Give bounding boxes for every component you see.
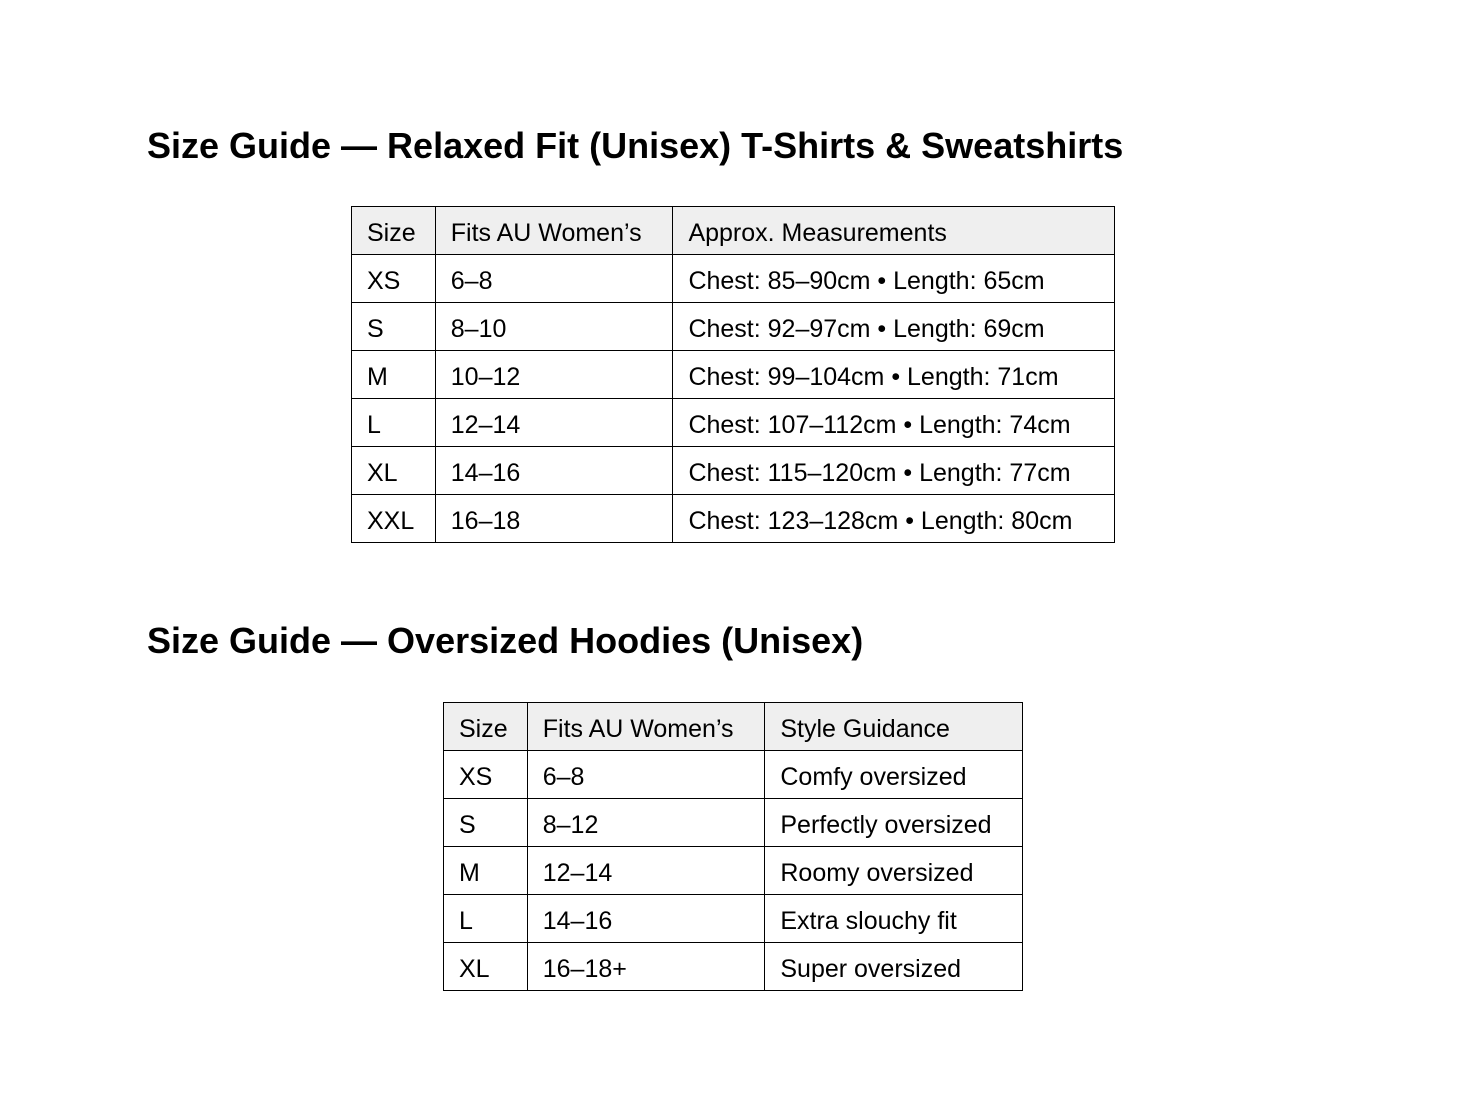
fits-au-womens-cell: 6–8 [435, 255, 673, 303]
column-header-size: Size [444, 703, 528, 751]
measurements-cell: Chest: 107–112cm • Length: 74cm [673, 399, 1115, 447]
size-cell: XL [444, 943, 528, 991]
fits-au-womens-cell: 12–14 [435, 399, 673, 447]
measurements-cell: Chest: 123–128cm • Length: 80cm [673, 495, 1115, 543]
measurements-cell: Chest: 115–120cm • Length: 77cm [673, 447, 1115, 495]
size-cell: M [444, 847, 528, 895]
fits-au-womens-cell: 16–18+ [527, 943, 765, 991]
measurements-cell: Chest: 92–97cm • Length: 69cm [673, 303, 1115, 351]
column-header-size: Size [352, 207, 436, 255]
column-header-approx-measurements: Approx. Measurements [673, 207, 1115, 255]
fits-au-womens-cell: 6–8 [527, 751, 765, 799]
table-row [352, 351, 1115, 399]
size-cell: XS [352, 255, 436, 303]
relaxed-fit-title: Size Guide — Relaxed Fit (Unisex) T-Shirts & Sweatshirts [147, 125, 1124, 166]
column-header-fits-au-womens: Fits AU Women’s [435, 207, 673, 255]
size-cell: L [352, 399, 436, 447]
fits-au-womens-cell: 14–16 [527, 895, 765, 943]
table-row [352, 399, 1115, 447]
table-row [444, 943, 1023, 991]
size-cell: XS [444, 751, 528, 799]
table-row [352, 495, 1115, 543]
table-row [444, 799, 1023, 847]
fits-au-womens-cell: 16–18 [435, 495, 673, 543]
size-cell: M [352, 351, 436, 399]
fits-au-womens-cell: 14–16 [435, 447, 673, 495]
table-row [352, 303, 1115, 351]
size-cell: L [444, 895, 528, 943]
fits-au-womens-cell: 8–10 [435, 303, 673, 351]
table-header-row [352, 207, 1115, 255]
table-row [444, 847, 1023, 895]
style-guidance-cell: Extra slouchy fit [765, 895, 1023, 943]
table-row [444, 895, 1023, 943]
column-header-fits-au-womens: Fits AU Women’s [527, 703, 765, 751]
style-guidance-cell: Comfy oversized [765, 751, 1023, 799]
table-row [444, 751, 1023, 799]
size-cell: XL [352, 447, 436, 495]
fits-au-womens-cell: 12–14 [527, 847, 765, 895]
oversized-hoodies-title: Size Guide — Oversized Hoodies (Unisex) [147, 620, 864, 661]
measurements-cell: Chest: 99–104cm • Length: 71cm [673, 351, 1115, 399]
style-guidance-cell: Perfectly oversized [765, 799, 1023, 847]
table-header-row [444, 703, 1023, 751]
style-guidance-cell: Super oversized [765, 943, 1023, 991]
size-cell: S [444, 799, 528, 847]
fits-au-womens-cell: 10–12 [435, 351, 673, 399]
size-cell: XXL [352, 495, 436, 543]
relaxed-fit-size-table [351, 206, 1115, 543]
column-header-style-guidance: Style Guidance [765, 703, 1023, 751]
size-cell: S [352, 303, 436, 351]
style-guidance-cell: Roomy oversized [765, 847, 1023, 895]
table-row [352, 255, 1115, 303]
oversized-hoodies-size-table [443, 702, 1023, 991]
measurements-cell: Chest: 85–90cm • Length: 65cm [673, 255, 1115, 303]
fits-au-womens-cell: 8–12 [527, 799, 765, 847]
table-row [352, 447, 1115, 495]
